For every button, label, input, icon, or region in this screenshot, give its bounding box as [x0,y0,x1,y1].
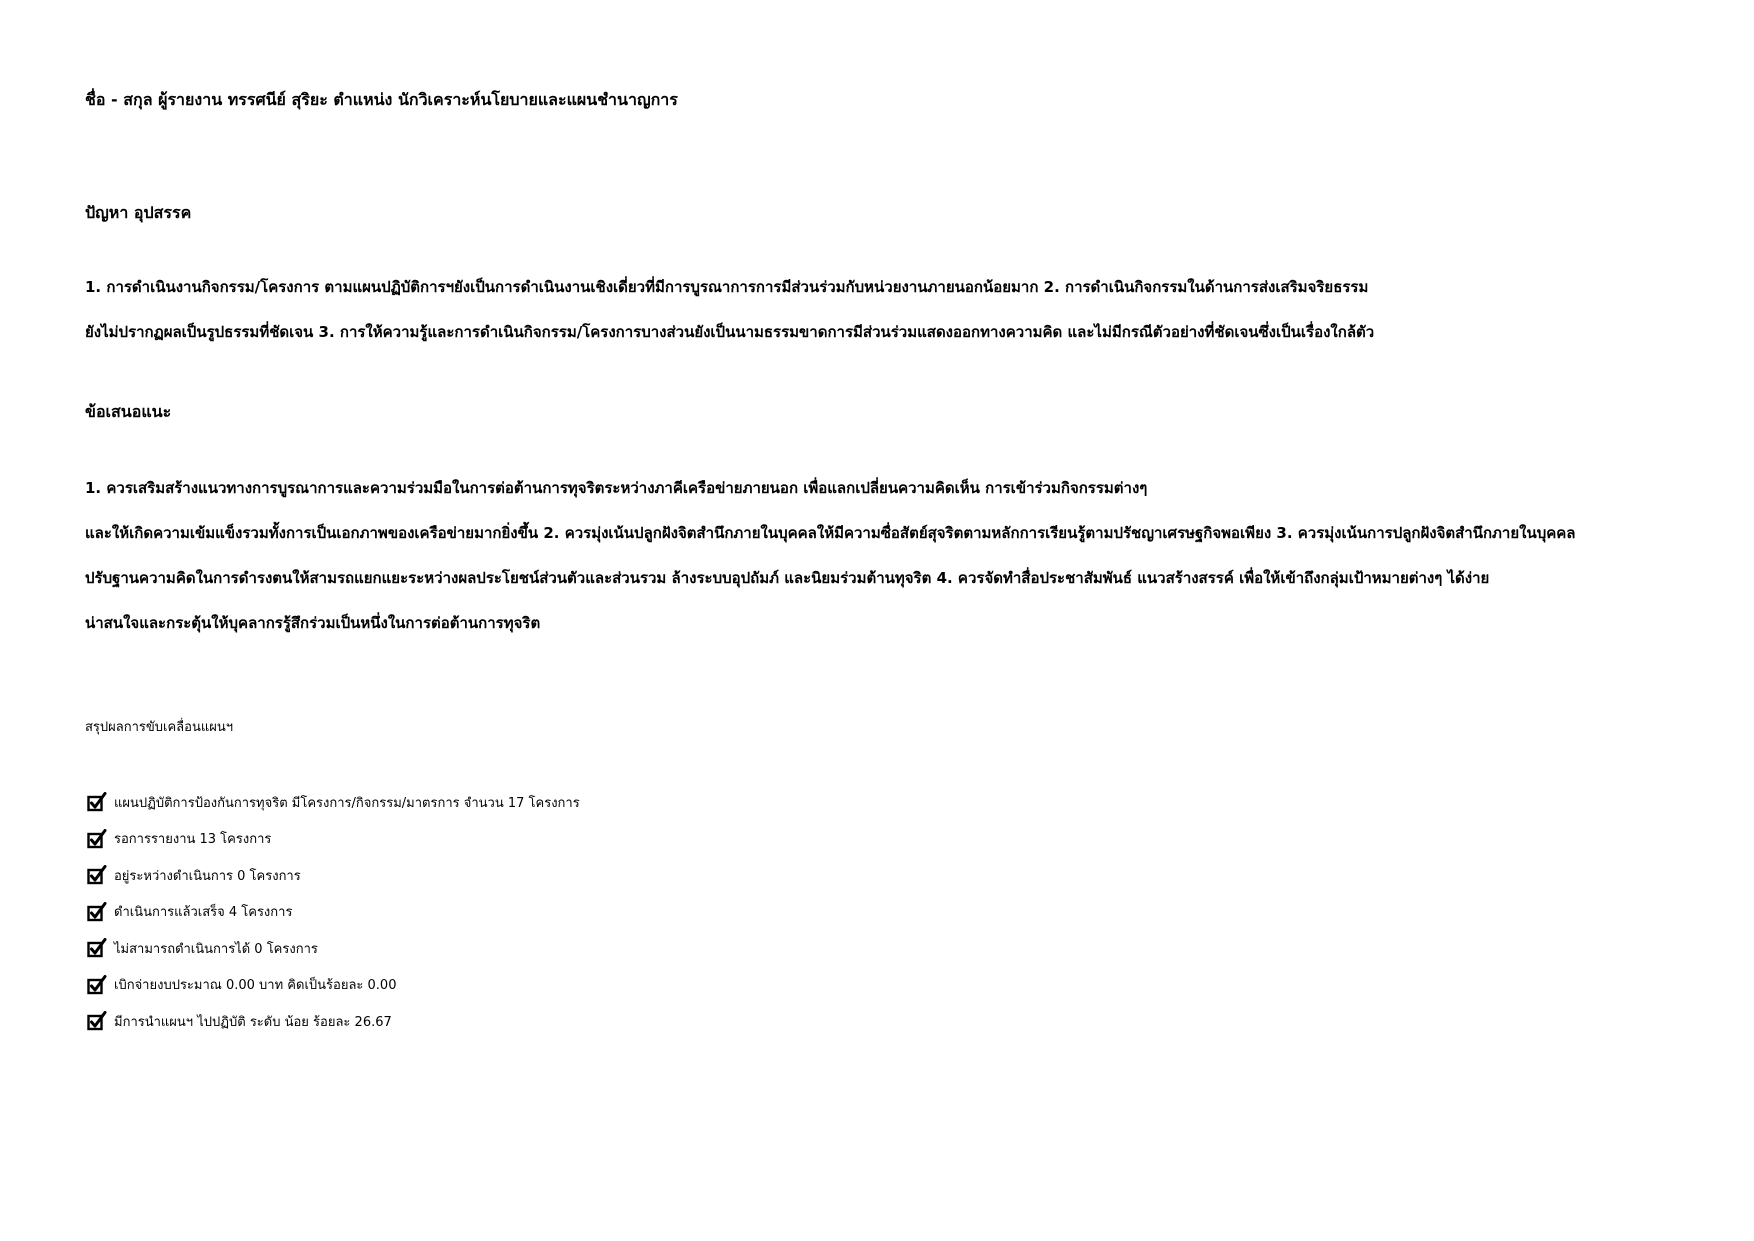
summary-title: สรุปผลการขับเคลื่อนแผนฯ [85,720,234,735]
problems-paragraph [85,265,1685,355]
problems-line: 1. การดำเนินงานกิจกรรม/โครงการ ตามแผนปฏิบัติการฯยังเป็นการดำเนินงานเชิงเดี่ยวที่มีการบูรณาการการมีส่วนร่วมกับหน่วยงานภายนอกน้อยมาก 2. การดำเนินกิจกรรมในด้านการส่งเสริมจริยธรรม [85,278,1369,296]
summary-item-text: รอการรายงาน 13 โครงการ [114,832,272,848]
summary-item [87,894,580,931]
checked-box-icon [87,975,107,995]
summary-item-text: เบิกจ่ายงบประมาณ 0.00 บาท คิดเป็นร้อยละ 0.00 [114,978,397,994]
summary-item-text: มีการนำแผนฯ ไปปฏิบัติ ระดับ น้อย ร้อยละ 26.67 [114,1014,392,1030]
summary-item-text: อยู่ระหว่างดำเนินการ 0 โครงการ [114,868,301,884]
suggestions-paragraph [85,466,1685,646]
problems-line: ยังไม่ปรากฏผลเป็นรูปธรรมที่ชัดเจน 3. การให้ความรู้และการดำเนินกิจกรรม/โครงการบางส่วนยังเป็นนามธรรมขาดการมีส่วนร่วมแสดงออกทางความคิด และไม่มีกรณีตัวอย่างที่ชัดเจนซึ่งเป็นเรื่องใกล้ตัว [85,323,1375,341]
reporter-line: ชื่อ - สกุล ผู้รายงาน ทรรศนีย์ สุริยะ ตำแหน่ง นักวิเคราะห์นโยบายและแผนชำนาญการ [85,90,678,109]
summary-item-text: แผนปฏิบัติการป้องกันการทุจริต มีโครงการ/กิจกรรม/มาตรการ จำนวน 17 โครงการ [114,795,580,811]
summary-item [87,967,580,1004]
suggestions-line: และให้เกิดความเข้มแข็งรวมทั้งการเป็นเอกภาพของเครือข่ายมากยิ่งขึ้น 2. ควรมุ่งเน้นปลูกฝังจิตสำนึกภายในบุคคลให้มีความซื่อสัตย์สุจริตตามหลักการเรียนรู้ตามปรัชญาเศรษฐกิจพอเพียง 3. ควรมุ่งเน้นการปลูกฝังจิตสำนึกภายในบุคคล [85,524,1576,542]
suggestions-heading: ข้อเสนอแนะ [85,402,172,421]
problems-heading: ปัญหา อุปสรรค [85,203,192,222]
summary-item [87,857,580,894]
summary-item [87,821,580,858]
suggestions-line: ปรับฐานความคิดในการดำรงตนให้สามรถแยกแยะระหว่างผลประโยชน์ส่วนตัวและส่วนรวม ล้างระบบอุปถัมภ์ และนิยมร่วมต้านทุจริต 4. ควรจัดทำสื่อประชาสัมพันธ์ แนวสร้างสรรค์ เพื่อให้เข้าถึงกลุ่มเป้าหมายต่างๆ ได้ง่าย [85,569,1490,587]
summary-item [87,930,580,967]
checked-box-icon [87,902,107,922]
summary-item [87,784,580,821]
checked-box-icon [87,1011,107,1031]
summary-item-text: ดำเนินการแล้วเสร็จ 4 โครงการ [114,905,293,921]
checked-box-icon [87,792,107,812]
summary-item [87,1003,580,1040]
checked-box-icon [87,865,107,885]
summary-checklist [87,784,580,1040]
summary-item-text: ไม่สามารถดำเนินการได้ 0 โครงการ [114,941,318,957]
checked-box-icon [87,938,107,958]
suggestions-line: น่าสนใจและกระตุ้นให้บุคลากรรู้สึกร่วมเป็นหนึ่งในการต่อต้านการทุจริต [85,614,541,632]
checked-box-icon [87,829,107,849]
suggestions-line: 1. ควรเสริมสร้างแนวทางการบูรณาการและความร่วมมือในการต่อต้านการทุจริตระหว่างภาคีเครือข่ายภายนอก เพื่อแลกเปลี่ยนความคิดเห็น การเข้าร่วมกิจกรรมต่างๆ [85,479,1148,497]
